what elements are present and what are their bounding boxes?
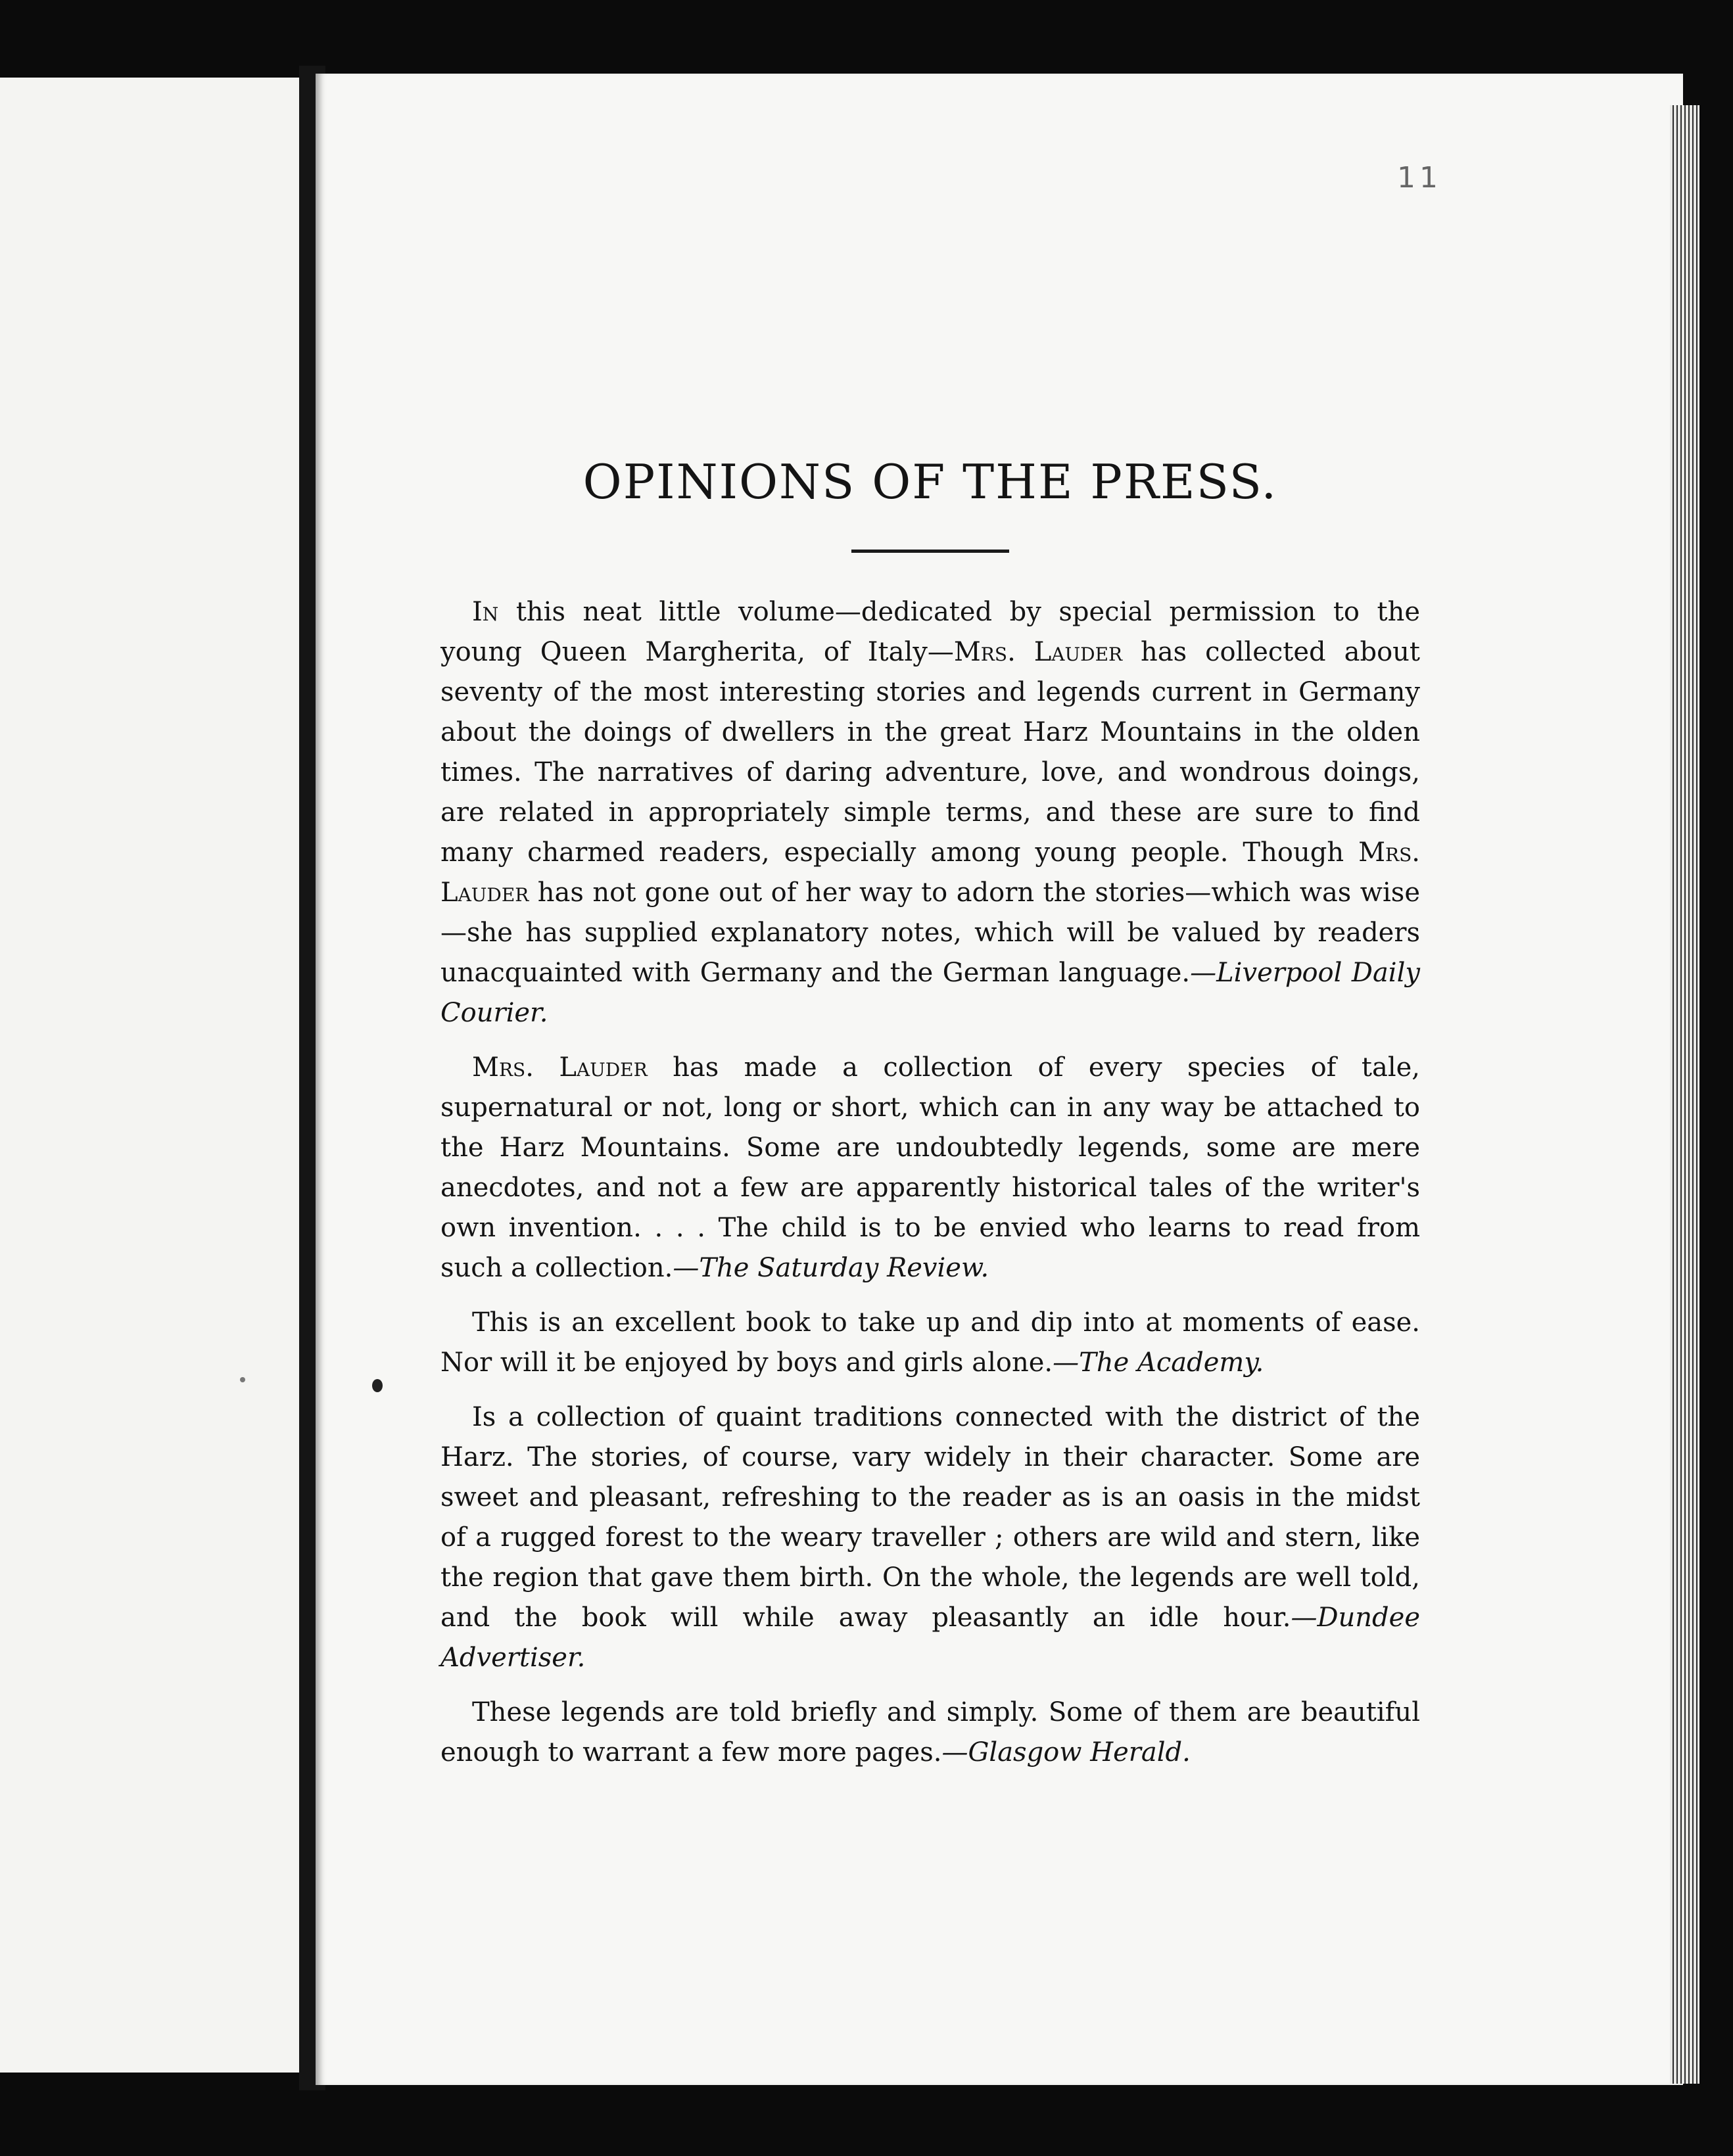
review-source: —Dundee Advertiser. — [440, 1603, 1420, 1674]
review-text: has made a collection of every species of tale, supernatural or not, long or short, which can in any way be attached to the Harz Mountains. Some are undoubtedly legends, some are mere anecdotes, and not a few are apparently historical tales of the writer's own invention. . . . The child is to be envied who learns to read from such a collection. — [440, 1052, 1420, 1284]
review-text: Is a collection of quaint traditions connected with the district of the Harz. The stories, of course, vary widely in their character. Some are sweet and pleasant, refreshing to the reader as is an oasis in the midst of a rugged forest to the weary traveller ; others are wild and stern, like the region that gave them birth. On the whole, the legends are well told, and the book will while away pleasantly an idle hour. — [440, 1402, 1420, 1633]
author-name: Mrs. Lauder — [440, 837, 1420, 908]
review-source: —The Saturday Review. — [673, 1253, 989, 1284]
review-glasgow — [440, 1693, 1420, 1773]
review-source: —Glasgow Herald. — [941, 1737, 1191, 1768]
review-text: has collected about seventy of the most interesting stories and legends current in Germany about the doings of dwellers in the great Harz Mountains in the olden times. The narratives of daring adventure, love, and wondrous doings, are related in appropriately simple terms, and these are sure to find many charmed readers, especially among young people. Though — [440, 637, 1420, 868]
review-source: —Liverpool Daily Courier. — [440, 958, 1420, 1029]
page-folio: 11 — [1397, 161, 1442, 195]
left-page-blank — [0, 78, 299, 2073]
review-text: this neat little volume—dedicated by special permission to the young Queen Margherita, of Italy— — [440, 597, 1420, 668]
review-text: This is an excellent book to take up and dip into at moments of ease. Nor will it be enjoyed by boys and girls alone. — [440, 1307, 1420, 1378]
review-lead-word: In — [472, 597, 499, 628]
review-dundee — [440, 1397, 1420, 1678]
review-saturday — [440, 1048, 1420, 1288]
ink-speck — [372, 1379, 383, 1392]
press-opinions-content — [440, 454, 1420, 1787]
page-title: OPINIONS OF THE PRESS. — [582, 454, 1278, 509]
ink-speck — [240, 1377, 245, 1382]
review-text: These legends are told briefly and simply. Some of them are beautiful enough to warrant a few more pages. — [440, 1697, 1420, 1768]
review-academy — [440, 1303, 1420, 1383]
review-source: —The Academy. — [1053, 1348, 1264, 1378]
review-text: has not gone out of her way to adorn the stories—which was wise—she has supplied explanatory notes, which will be valued by readers unacquainted with Germany and the German language. — [440, 878, 1420, 989]
review-liverpool — [440, 592, 1420, 1033]
title-rule — [851, 550, 1009, 553]
author-name: Mrs. Lauder — [472, 1052, 648, 1083]
page-edges — [1670, 105, 1699, 2084]
author-name: Mrs. Lauder — [953, 637, 1123, 668]
